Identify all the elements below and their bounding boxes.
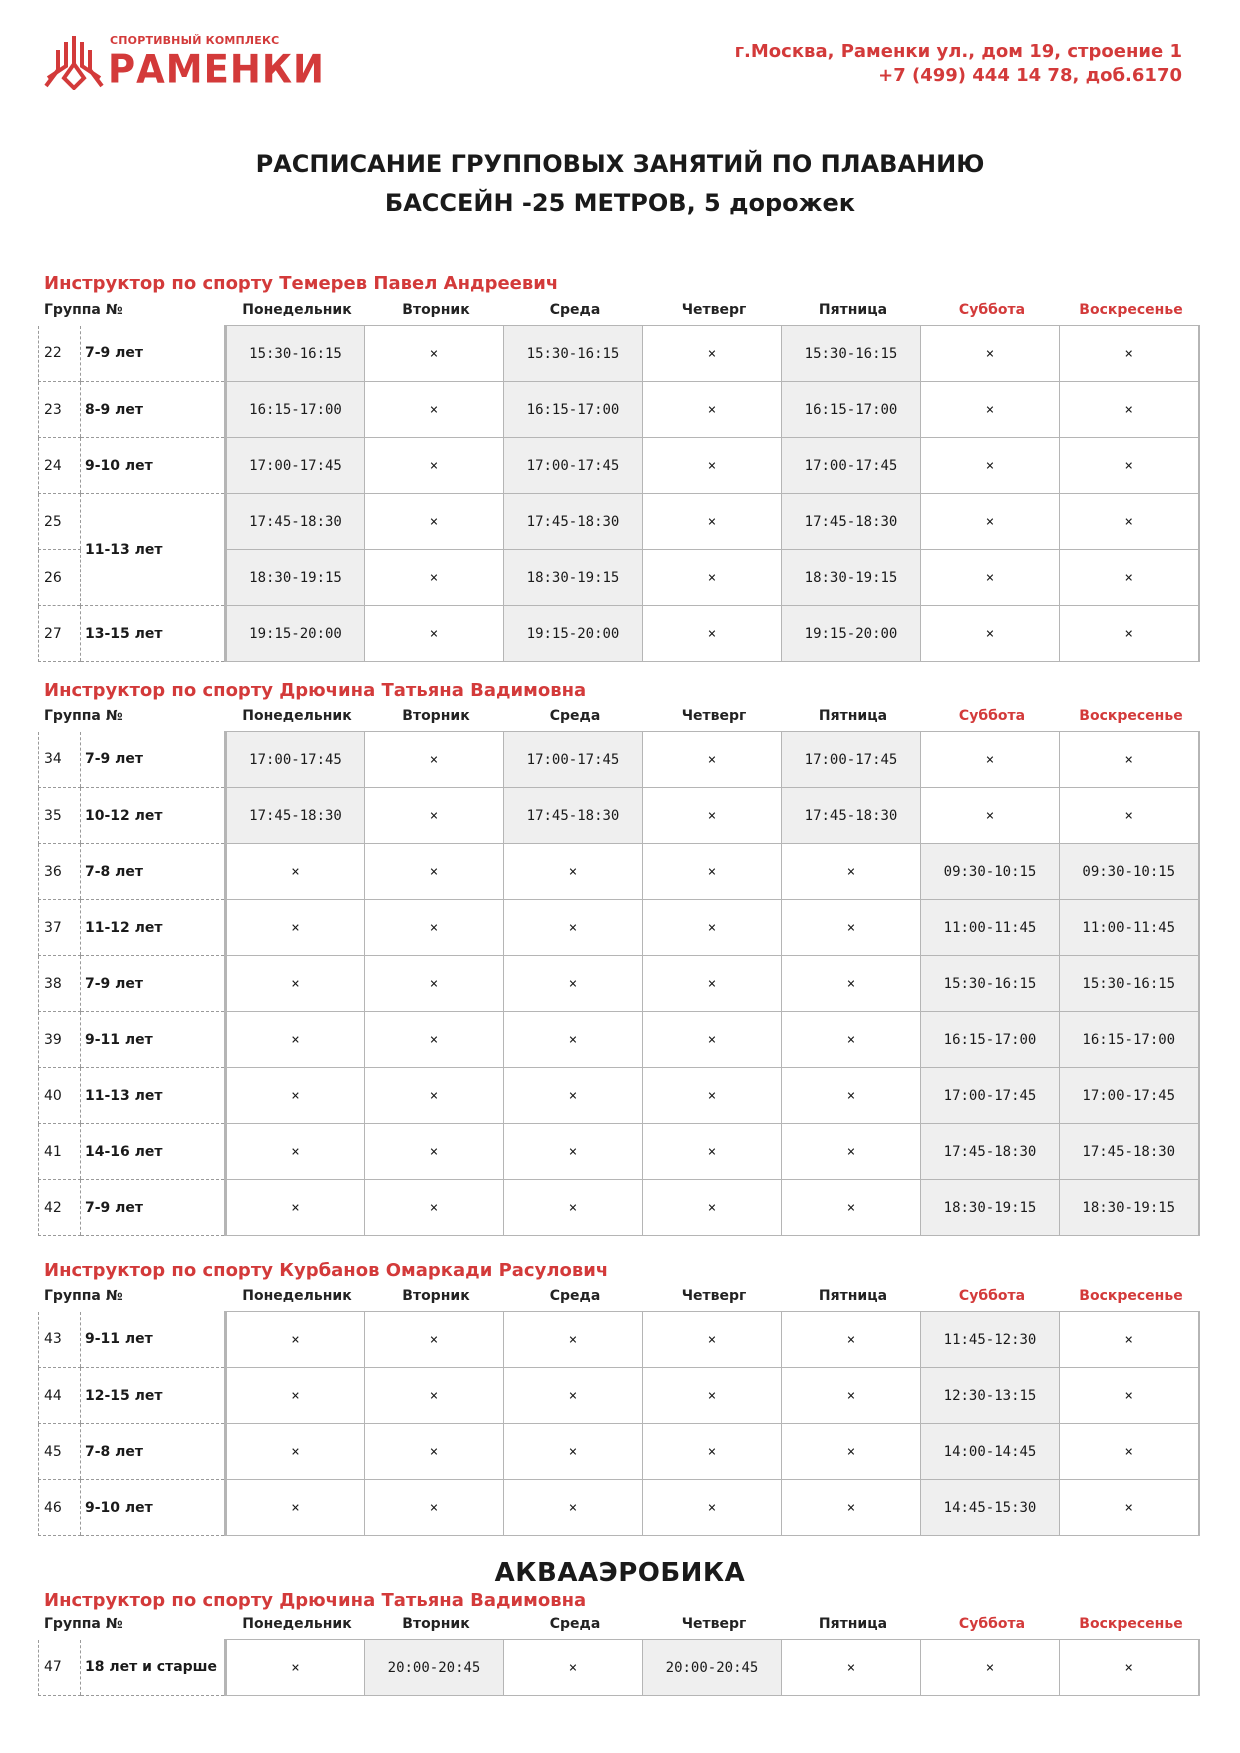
no-session: ×: [365, 1312, 504, 1368]
schedule-table: [38, 1311, 1200, 1536]
no-session: ×: [504, 956, 643, 1012]
no-session: ×: [365, 1180, 504, 1236]
no-session: ×: [1060, 1424, 1199, 1480]
no-session: ×: [782, 1012, 921, 1068]
no-session: ×: [782, 1124, 921, 1180]
no-session: ×: [226, 1124, 365, 1180]
no-session: ×: [365, 1424, 504, 1480]
no-session: ×: [643, 1012, 782, 1068]
no-session: ×: [643, 326, 782, 382]
table-row: [39, 900, 1199, 956]
group-number: 46: [39, 1480, 81, 1536]
table-row: [39, 1312, 1199, 1368]
session-time: 20:00-20:45: [643, 1640, 782, 1696]
schedule-table: [38, 731, 1200, 1236]
day-header: Вторник: [402, 1288, 470, 1304]
day-header: Пятница: [818, 302, 888, 318]
session-time: 19:15-20:00: [226, 606, 365, 662]
no-session: ×: [226, 1180, 365, 1236]
no-session: ×: [782, 1180, 921, 1236]
no-session: ×: [921, 494, 1060, 550]
no-session: ×: [1060, 1640, 1199, 1696]
group-number: 38: [39, 956, 81, 1012]
no-session: ×: [643, 788, 782, 844]
session-time: 15:30-16:15: [782, 326, 921, 382]
session-time: 11:00-11:45: [921, 900, 1060, 956]
day-header: Понедельник: [242, 1616, 352, 1632]
no-session: ×: [365, 1068, 504, 1124]
no-session: ×: [643, 1480, 782, 1536]
group-number: 23: [39, 382, 81, 438]
day-header: Четверг: [681, 302, 747, 318]
group-age: 7-8 лет: [81, 844, 226, 900]
no-session: ×: [921, 788, 1060, 844]
session-time: 17:00-17:45: [1060, 1068, 1199, 1124]
session-time: 18:30-19:15: [226, 550, 365, 606]
no-session: ×: [365, 550, 504, 606]
no-session: ×: [365, 844, 504, 900]
group-age: 11-12 лет: [81, 900, 226, 956]
no-session: ×: [226, 1312, 365, 1368]
no-session: ×: [643, 1068, 782, 1124]
table-row: [39, 382, 1199, 438]
session-time: 19:15-20:00: [782, 606, 921, 662]
no-session: ×: [226, 1012, 365, 1068]
day-header: Четверг: [681, 708, 747, 724]
no-session: ×: [504, 900, 643, 956]
table-row: [39, 844, 1199, 900]
session-time: 17:45-18:30: [226, 788, 365, 844]
group-number: 27: [39, 606, 81, 662]
session-time: 11:00-11:45: [1060, 900, 1199, 956]
no-session: ×: [643, 606, 782, 662]
session-time: 16:15-17:00: [921, 1012, 1060, 1068]
instructor-name: Инструктор по спорту Дрючина Татьяна Вадимовна: [44, 680, 587, 701]
group-age: 7-9 лет: [81, 732, 226, 788]
section-title: АКВААЭРОБИКА: [494, 1558, 746, 1588]
no-session: ×: [643, 494, 782, 550]
no-session: ×: [365, 494, 504, 550]
day-header: Среда: [549, 708, 601, 724]
no-session: ×: [643, 900, 782, 956]
session-time: 16:15-17:00: [1060, 1012, 1199, 1068]
brand-name: РАМЕНКИ: [108, 46, 326, 93]
day-header: Пятница: [818, 1288, 888, 1304]
group-age: 9-10 лет: [81, 438, 226, 494]
table-row: [39, 956, 1199, 1012]
session-time: 15:30-16:15: [504, 326, 643, 382]
group-header: Группа №: [44, 1616, 123, 1632]
session-time: 15:30-16:15: [1060, 956, 1199, 1012]
table-row: [39, 788, 1199, 844]
day-header: Четверг: [681, 1288, 747, 1304]
day-header: Среда: [549, 1288, 601, 1304]
no-session: ×: [1060, 606, 1199, 662]
no-session: ×: [643, 1180, 782, 1236]
no-session: ×: [365, 606, 504, 662]
day-header: Понедельник: [242, 302, 352, 318]
no-session: ×: [504, 1368, 643, 1424]
no-session: ×: [643, 1424, 782, 1480]
group-age: 7-9 лет: [81, 1180, 226, 1236]
day-header: Среда: [549, 302, 601, 318]
group-number: 41: [39, 1124, 81, 1180]
schedule-table: [38, 325, 1200, 662]
no-session: ×: [921, 326, 1060, 382]
session-time: 09:30-10:15: [1060, 844, 1199, 900]
no-session: ×: [643, 438, 782, 494]
group-number: 42: [39, 1180, 81, 1236]
no-session: ×: [782, 900, 921, 956]
no-session: ×: [1060, 382, 1199, 438]
session-time: 16:15-17:00: [782, 382, 921, 438]
group-age: 7-9 лет: [81, 956, 226, 1012]
day-header: Среда: [549, 1616, 601, 1632]
no-session: ×: [782, 1480, 921, 1536]
day-header: Понедельник: [242, 708, 352, 724]
group-age: 8-9 лет: [81, 382, 226, 438]
no-session: ×: [782, 844, 921, 900]
group-number: 36: [39, 844, 81, 900]
page-subtitle: БАССЕЙН -25 МЕТРОВ, 5 дорожек: [384, 189, 856, 217]
session-time: 17:00-17:45: [504, 438, 643, 494]
group-header: Группа №: [44, 302, 123, 318]
no-session: ×: [1060, 438, 1199, 494]
day-header: Суббота: [958, 1616, 1026, 1632]
table-row: [39, 1640, 1199, 1696]
no-session: ×: [226, 1640, 365, 1696]
phone-text: +7 (499) 444 14 78, доб.6170: [878, 65, 1182, 86]
group-age: 9-11 лет: [81, 1312, 226, 1368]
schedule-table: [38, 1639, 1200, 1696]
session-time: 17:00-17:45: [226, 732, 365, 788]
no-session: ×: [504, 1180, 643, 1236]
group-number: 25: [39, 494, 81, 550]
day-header: Вторник: [402, 1616, 470, 1632]
no-session: ×: [921, 438, 1060, 494]
no-session: ×: [782, 1368, 921, 1424]
no-session: ×: [643, 550, 782, 606]
no-session: ×: [365, 900, 504, 956]
page-title: РАСПИСАНИЕ ГРУППОВЫХ ЗАНЯТИЙ ПО ПЛАВАНИЮ: [255, 150, 985, 178]
group-number: 35: [39, 788, 81, 844]
no-session: ×: [1060, 732, 1199, 788]
no-session: ×: [226, 1068, 365, 1124]
no-session: ×: [921, 550, 1060, 606]
no-session: ×: [504, 1640, 643, 1696]
no-session: ×: [365, 956, 504, 1012]
group-header: Группа №: [44, 1288, 123, 1304]
no-session: ×: [1060, 1368, 1199, 1424]
no-session: ×: [365, 438, 504, 494]
group-age: 12-15 лет: [81, 1368, 226, 1424]
no-session: ×: [643, 956, 782, 1012]
group-number: 47: [39, 1640, 81, 1696]
no-session: ×: [643, 732, 782, 788]
group-header: Группа №: [44, 708, 123, 724]
no-session: ×: [504, 1312, 643, 1368]
no-session: ×: [643, 1312, 782, 1368]
table-row: [39, 732, 1199, 788]
table-row: [39, 1124, 1199, 1180]
table-row: [39, 1068, 1199, 1124]
table-row: [39, 494, 1199, 550]
session-time: 19:15-20:00: [504, 606, 643, 662]
no-session: ×: [1060, 1480, 1199, 1536]
no-session: ×: [1060, 1312, 1199, 1368]
group-number: 34: [39, 732, 81, 788]
session-time: 17:45-18:30: [782, 788, 921, 844]
session-time: 16:15-17:00: [504, 382, 643, 438]
session-time: 17:00-17:45: [504, 732, 643, 788]
day-header: Воскресенье: [1079, 1288, 1183, 1304]
no-session: ×: [365, 1012, 504, 1068]
no-session: ×: [226, 844, 365, 900]
session-time: 18:30-19:15: [504, 550, 643, 606]
no-session: ×: [1060, 788, 1199, 844]
no-session: ×: [643, 1124, 782, 1180]
group-age: 10-12 лет: [81, 788, 226, 844]
no-session: ×: [365, 382, 504, 438]
no-session: ×: [504, 1012, 643, 1068]
session-time: 14:00-14:45: [921, 1424, 1060, 1480]
session-time: 18:30-19:15: [921, 1180, 1060, 1236]
session-time: 17:00-17:45: [226, 438, 365, 494]
session-time: 15:30-16:15: [226, 326, 365, 382]
group-number: 40: [39, 1068, 81, 1124]
group-number: 26: [39, 550, 81, 606]
day-header: Четверг: [681, 1616, 747, 1632]
session-time: 17:00-17:45: [921, 1068, 1060, 1124]
no-session: ×: [782, 956, 921, 1012]
table-row: [39, 1368, 1199, 1424]
no-session: ×: [226, 1424, 365, 1480]
no-session: ×: [782, 1312, 921, 1368]
no-session: ×: [643, 382, 782, 438]
day-header: Пятница: [818, 1616, 888, 1632]
instructor-name: Инструктор по спорту Дрючина Татьяна Вадимовна: [44, 1590, 587, 1611]
session-time: 17:45-18:30: [1060, 1124, 1199, 1180]
table-row: [39, 606, 1199, 662]
group-age: 7-9 лет: [81, 326, 226, 382]
brand-tagline: СПОРТИВНЫЙ КОМПЛЕКС: [110, 34, 280, 47]
no-session: ×: [365, 1124, 504, 1180]
group-number: 45: [39, 1424, 81, 1480]
group-age: 18 лет и старше: [81, 1640, 226, 1696]
table-row: [39, 1480, 1199, 1536]
session-time: 17:45-18:30: [504, 788, 643, 844]
group-age: 7-8 лет: [81, 1424, 226, 1480]
no-session: ×: [365, 788, 504, 844]
session-time: 18:30-19:15: [782, 550, 921, 606]
group-number: 22: [39, 326, 81, 382]
session-time: 17:45-18:30: [782, 494, 921, 550]
no-session: ×: [782, 1424, 921, 1480]
session-time: 17:45-18:30: [921, 1124, 1060, 1180]
session-time: 11:45-12:30: [921, 1312, 1060, 1368]
group-age: 13-15 лет: [81, 606, 226, 662]
contact-info: [735, 40, 1182, 88]
instructor-name: Инструктор по спорту Темерев Павел Андреевич: [44, 273, 559, 294]
address-text: г.Москва, Раменки ул., дом 19, строение 1: [734, 41, 1182, 62]
session-time: 09:30-10:15: [921, 844, 1060, 900]
group-age: 11-13 лет: [81, 1068, 226, 1124]
day-header: Воскресенье: [1079, 1616, 1183, 1632]
session-time: 20:00-20:45: [365, 1640, 504, 1696]
session-time: 14:45-15:30: [921, 1480, 1060, 1536]
session-time: 12:30-13:15: [921, 1368, 1060, 1424]
no-session: ×: [226, 1480, 365, 1536]
session-time: 15:30-16:15: [921, 956, 1060, 1012]
no-session: ×: [643, 844, 782, 900]
group-age: 9-10 лет: [81, 1480, 226, 1536]
session-time: 18:30-19:15: [1060, 1180, 1199, 1236]
brand-logo: [44, 34, 326, 96]
group-number: 39: [39, 1012, 81, 1068]
session-time: 17:45-18:30: [226, 494, 365, 550]
day-header: Суббота: [958, 708, 1026, 724]
instructor-name: Инструктор по спорту Курбанов Омаркади Расулович: [44, 1260, 609, 1281]
no-session: ×: [226, 956, 365, 1012]
group-number: 44: [39, 1368, 81, 1424]
group-number: 24: [39, 438, 81, 494]
ramenki-logo-icon: [44, 34, 104, 90]
no-session: ×: [921, 382, 1060, 438]
no-session: ×: [365, 1368, 504, 1424]
no-session: ×: [643, 1368, 782, 1424]
group-number: 43: [39, 1312, 81, 1368]
table-row: [39, 326, 1199, 382]
no-session: ×: [365, 1480, 504, 1536]
session-time: 17:00-17:45: [782, 732, 921, 788]
day-header: Воскресенье: [1079, 708, 1183, 724]
no-session: ×: [921, 1640, 1060, 1696]
day-header: Вторник: [402, 708, 470, 724]
day-header: Суббота: [958, 302, 1026, 318]
no-session: ×: [504, 1480, 643, 1536]
no-session: ×: [782, 1640, 921, 1696]
day-header: Воскресенье: [1079, 302, 1183, 318]
no-session: ×: [921, 732, 1060, 788]
table-row: [39, 438, 1199, 494]
session-time: 17:45-18:30: [504, 494, 643, 550]
table-row: [39, 1012, 1199, 1068]
session-time: 17:00-17:45: [782, 438, 921, 494]
no-session: ×: [504, 844, 643, 900]
no-session: ×: [1060, 550, 1199, 606]
no-session: ×: [226, 900, 365, 956]
group-number: 37: [39, 900, 81, 956]
day-header: Пятница: [818, 708, 888, 724]
no-session: ×: [226, 1368, 365, 1424]
day-header: Понедельник: [242, 1288, 352, 1304]
day-header: Вторник: [402, 302, 470, 318]
no-session: ×: [504, 1424, 643, 1480]
no-session: ×: [782, 1068, 921, 1124]
group-age: 9-11 лет: [81, 1012, 226, 1068]
group-age: 11-13 лет: [81, 494, 226, 606]
no-session: ×: [921, 606, 1060, 662]
group-age: 14-16 лет: [81, 1124, 226, 1180]
no-session: ×: [365, 326, 504, 382]
no-session: ×: [1060, 494, 1199, 550]
session-time: 16:15-17:00: [226, 382, 365, 438]
no-session: ×: [1060, 326, 1199, 382]
no-session: ×: [504, 1068, 643, 1124]
table-row: [39, 1180, 1199, 1236]
day-header: Суббота: [958, 1288, 1026, 1304]
no-session: ×: [504, 1124, 643, 1180]
table-row: [39, 1424, 1199, 1480]
no-session: ×: [365, 732, 504, 788]
